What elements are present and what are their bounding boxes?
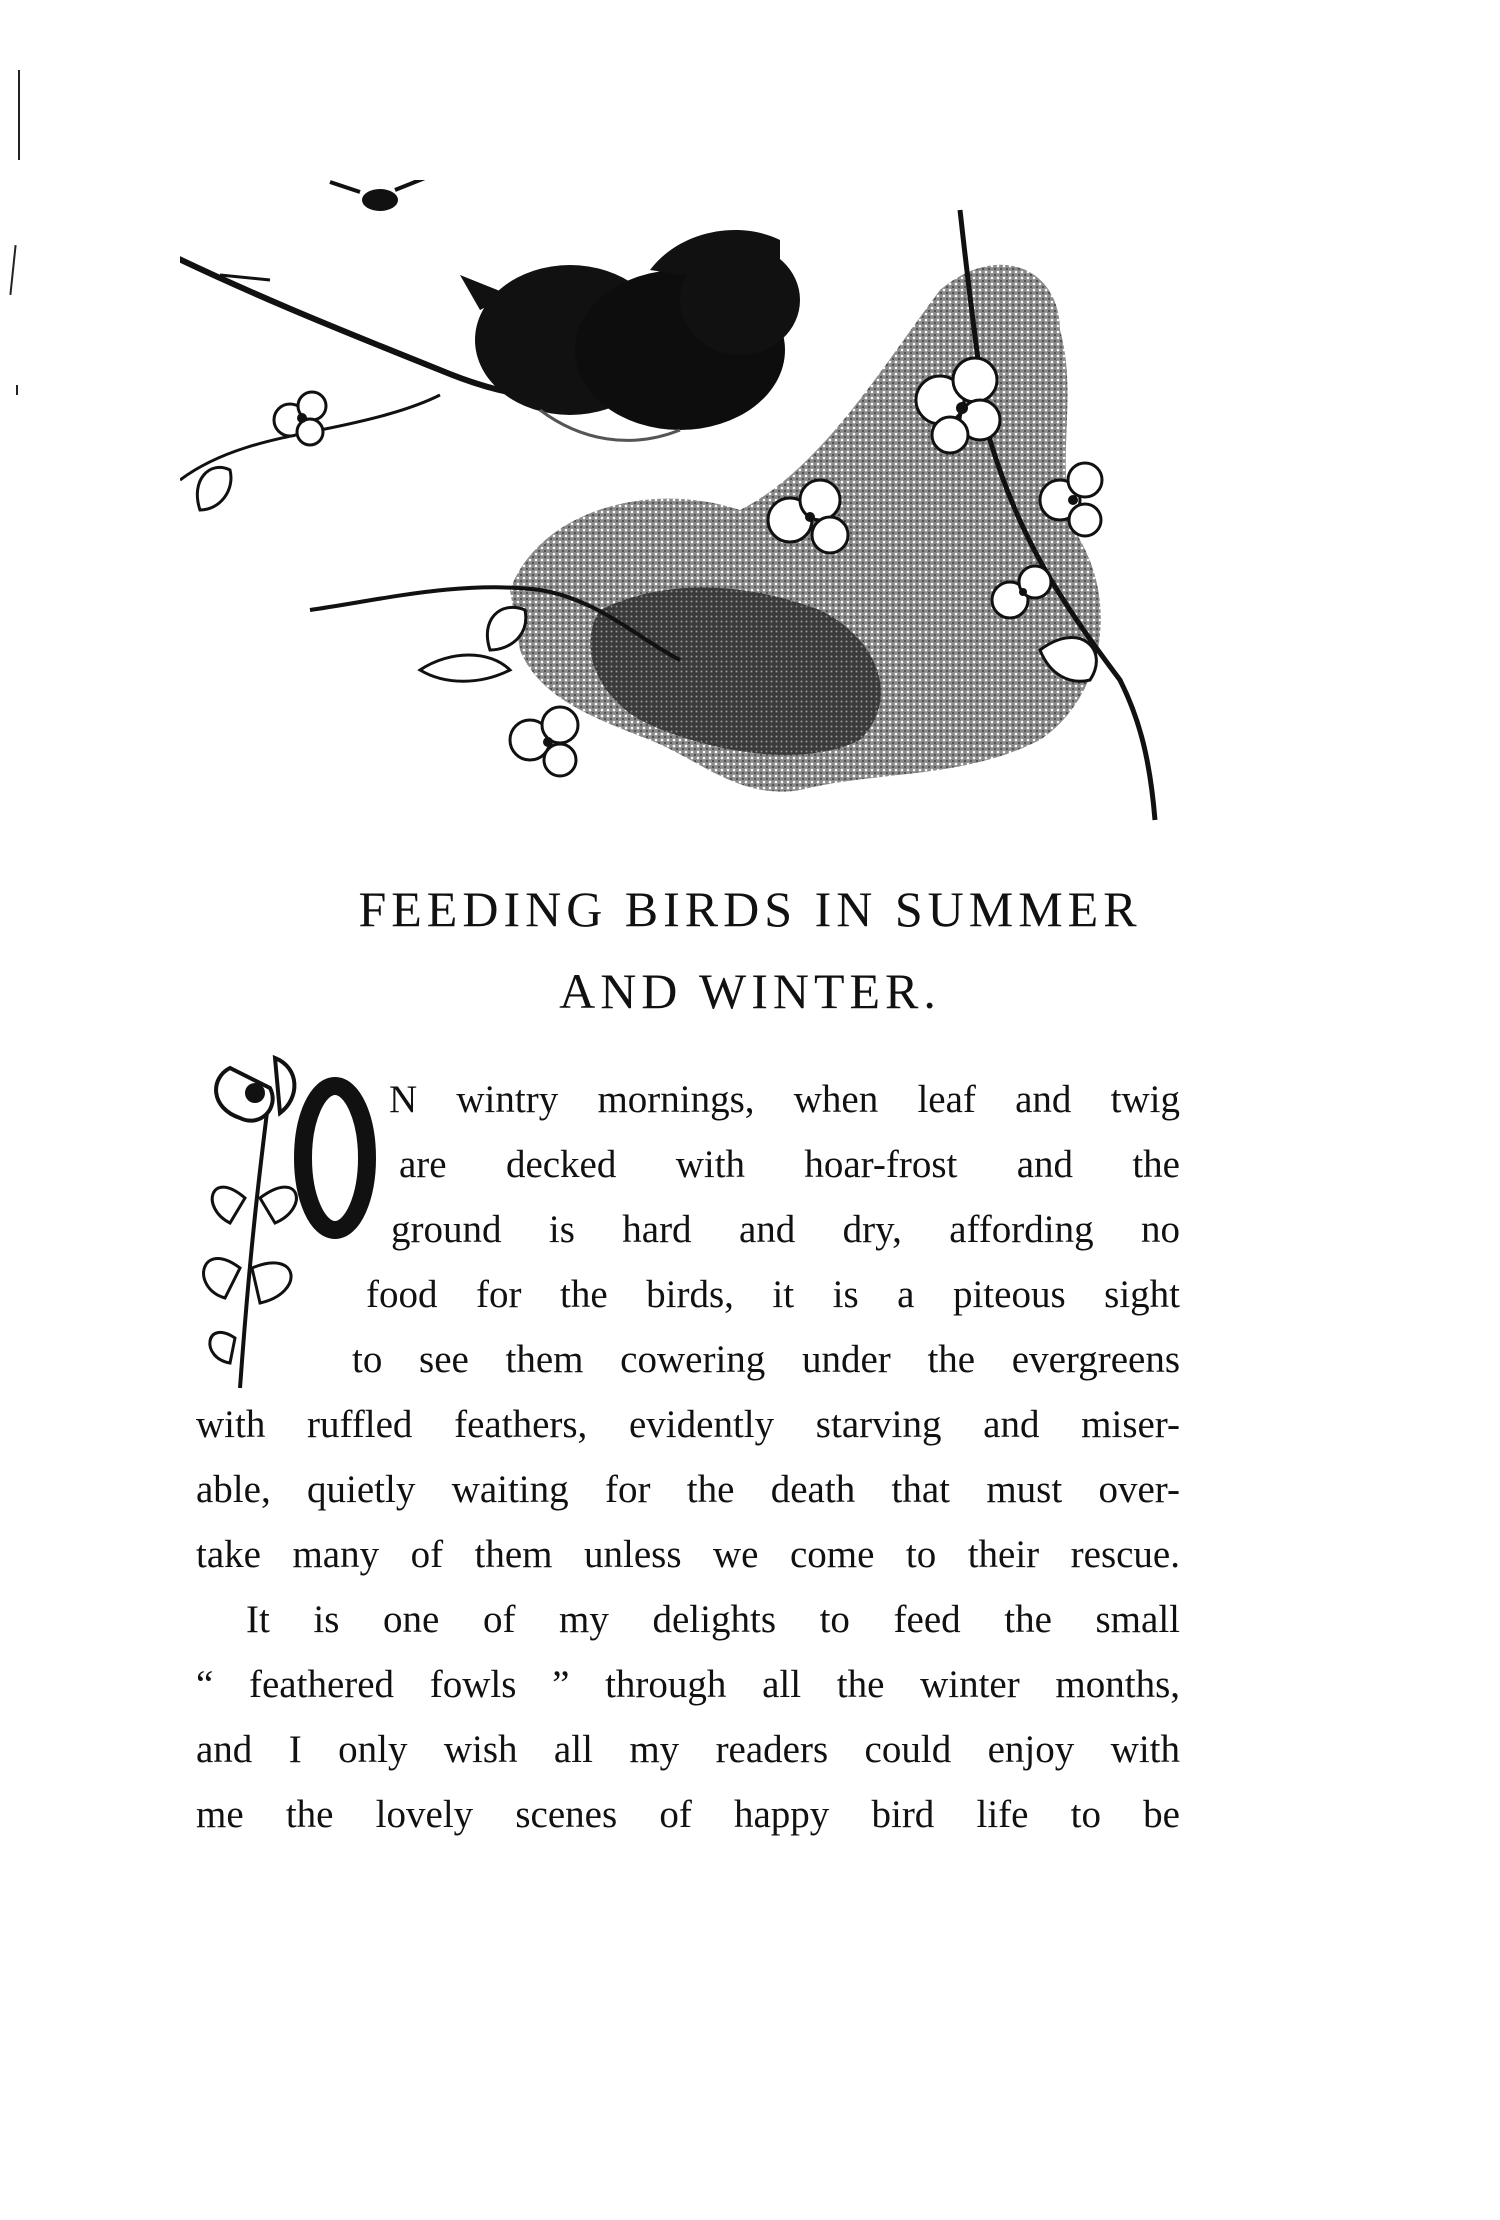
body-text-line: and I only wish all my readers could enjoy with [196,1728,1180,1771]
scan-edge-mark [16,385,18,395]
scan-edge-mark [9,245,16,295]
chapter-title-line: AND WINTER. [559,963,941,1019]
nesting-birds-illustration [180,180,1160,840]
body-text-line: with ruffled feathers, evidently starving and miser- [196,1403,1180,1446]
body-text-line: N wintry mornings, when leaf and twig [389,1078,1180,1121]
scan-edge-mark [18,70,20,160]
chapter-title-line: FEEDING BIRDS IN SUMMER [358,881,1142,937]
body-text-line: ground is hard and dry, affording no [391,1208,1180,1251]
body-text-line: me the lovely scenes of happy bird life to be [196,1793,1180,1836]
body-text-line: “ feathered fowls ” through all the winter months, [196,1663,1180,1706]
body-text-line: food for the birds, it is a piteous sight [366,1273,1180,1316]
body-text-line: able, quietly waiting for the death that must over- [196,1468,1180,1511]
body-text-line: to see them cowering under the evergreens [352,1338,1180,1381]
body-text-line: take many of them unless we come to their rescue. [196,1533,1180,1576]
body-text-line: are decked with hoar-frost and the [399,1143,1180,1186]
body-text-line: It is one of my delights to feed the small [246,1598,1180,1641]
